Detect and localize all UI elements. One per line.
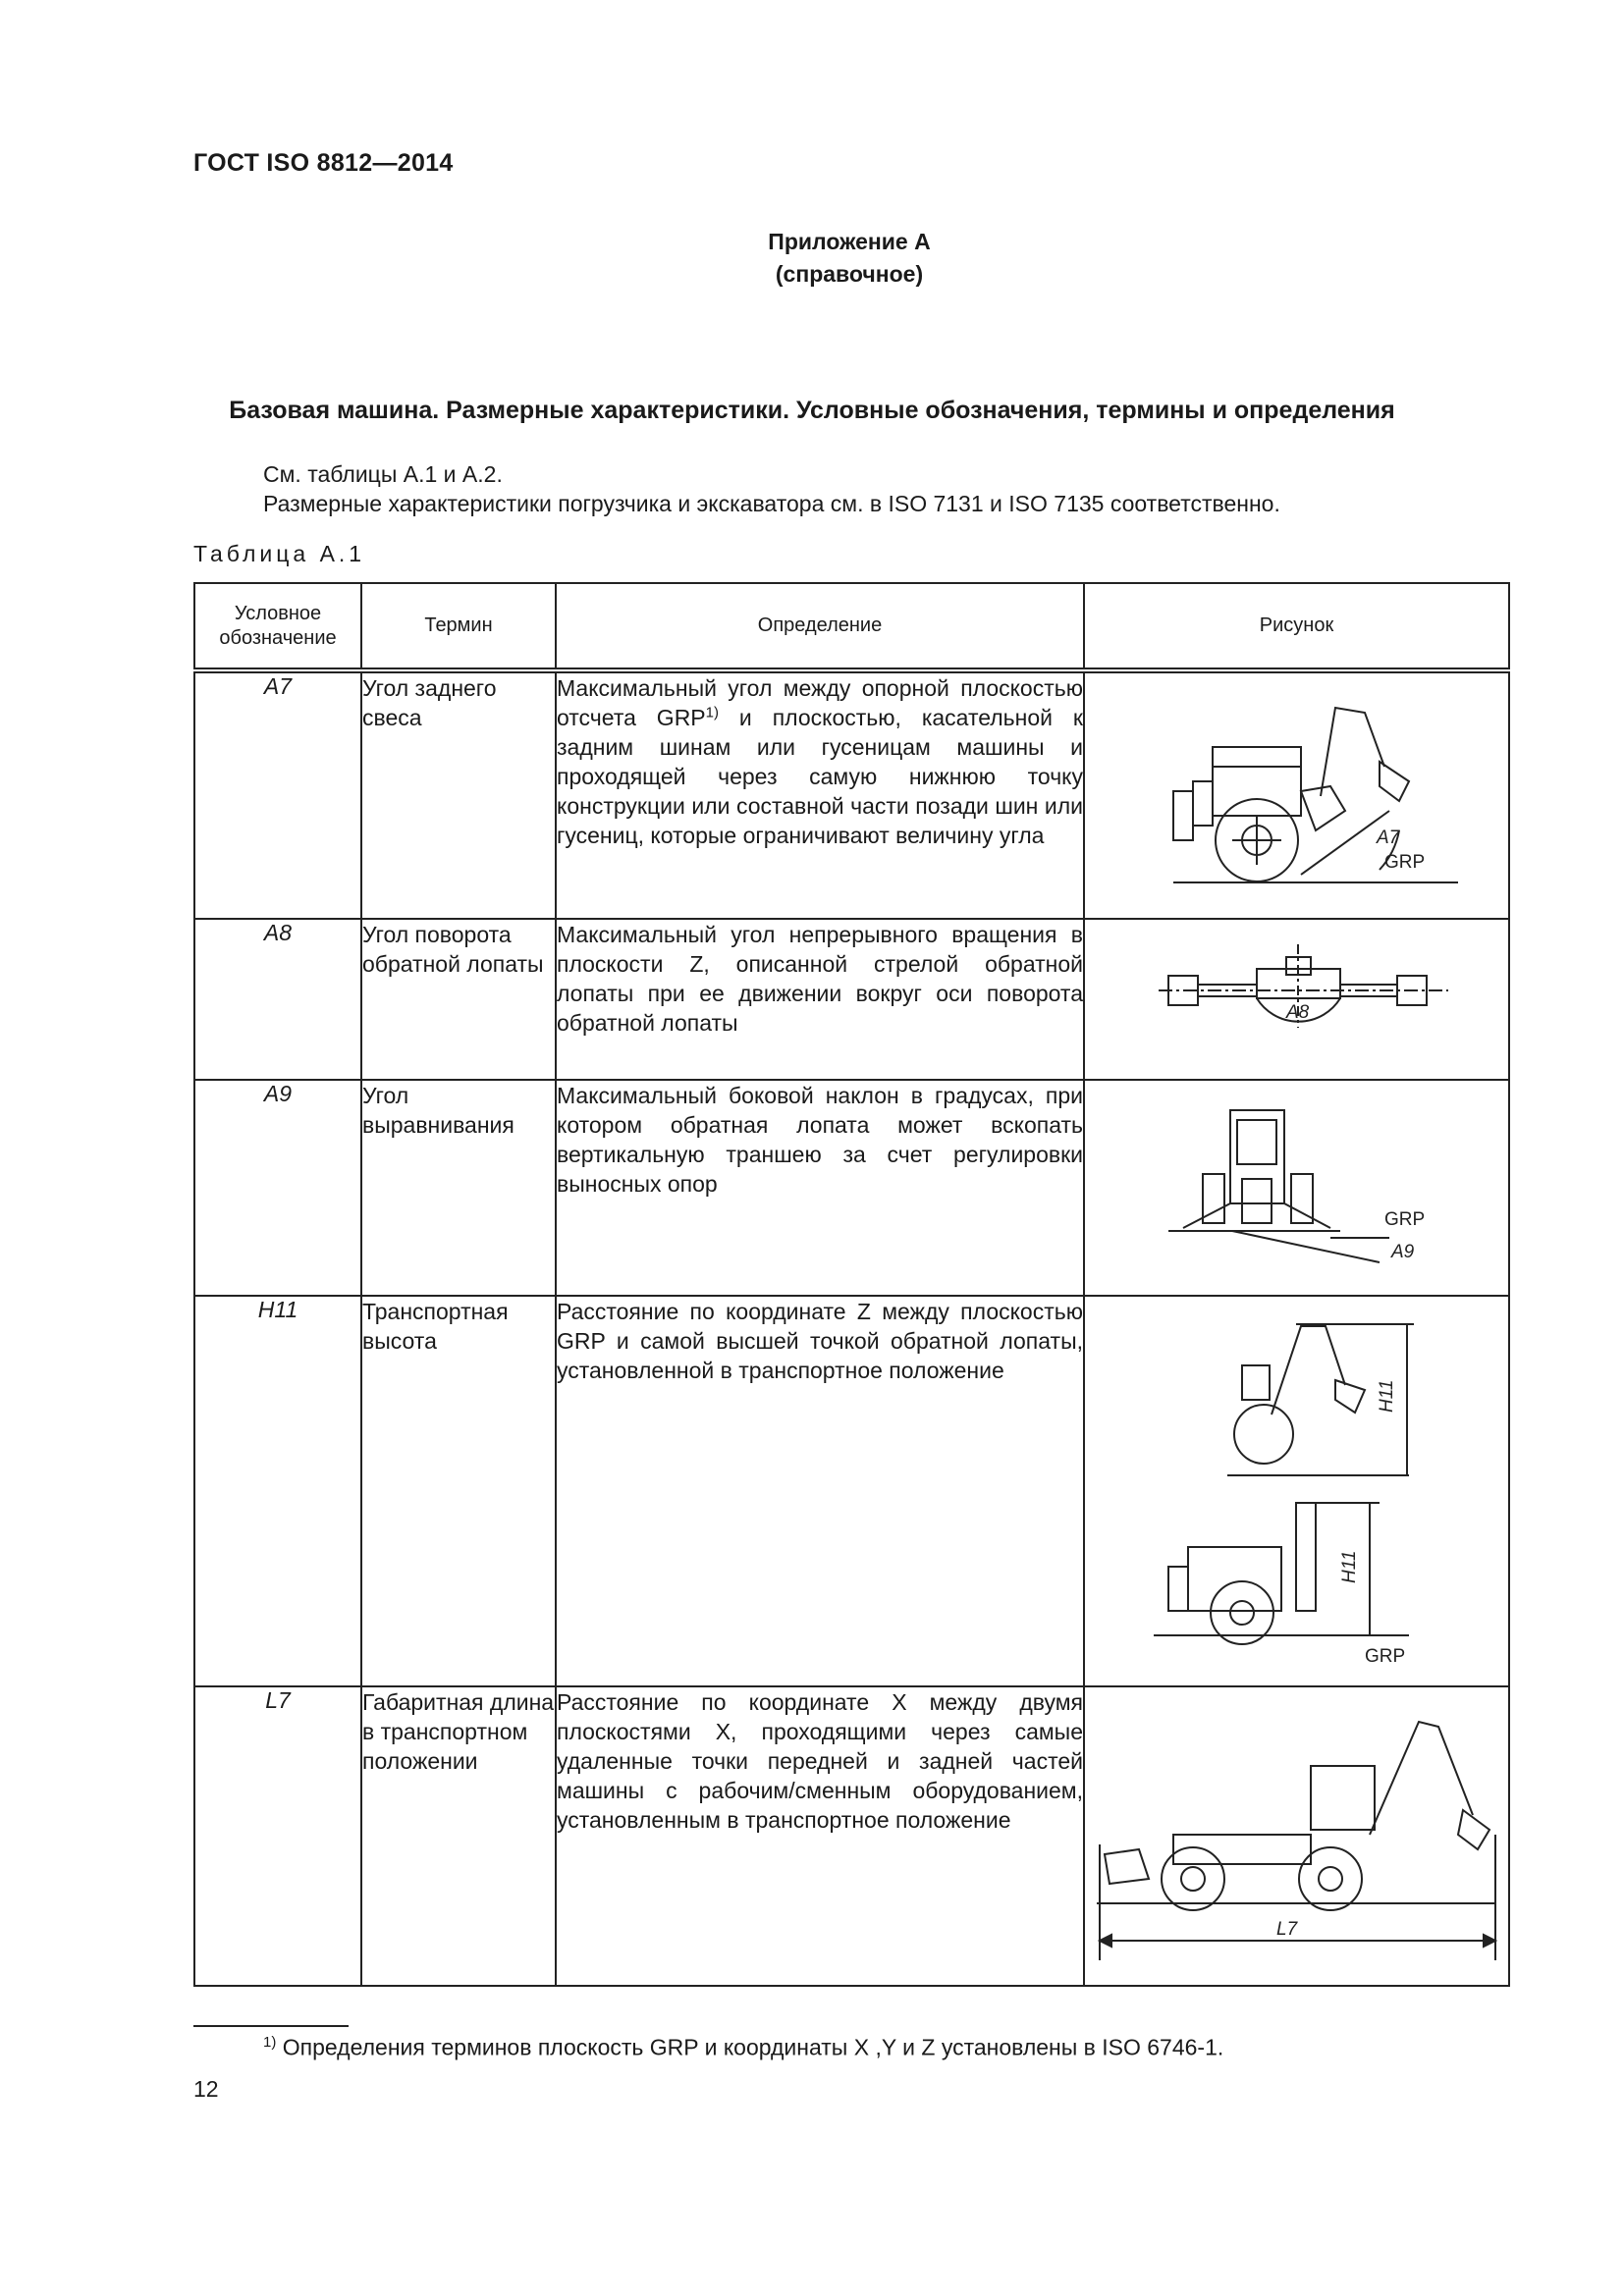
row-figure <box>1084 1296 1509 1686</box>
definition-text: Максимальный угол между опорной плоскостью отсчета GRP <box>557 675 1083 730</box>
annex-title: Приложение А <box>768 229 931 254</box>
fig-label-a9: A9 <box>1391 1242 1415 1262</box>
annex-heading <box>0 226 1624 291</box>
table-row <box>194 919 1509 1080</box>
row-definition <box>556 670 1084 919</box>
table-caption: Таблица А.1 <box>193 541 366 566</box>
section-title: Базовая машина. Размерные характеристики. Условные обозначения, термины и определения <box>229 397 1395 424</box>
table-row <box>194 670 1509 919</box>
backhoe-transport-length-diagram <box>1085 1687 1510 1987</box>
row-symbol: H11 <box>194 1296 361 1686</box>
footnote-marker: 1) <box>263 2034 277 2051</box>
row-definition: Максимальный угол непрерывного вращения в плоскости Z, описанной стрелой обратной лопаты при ее движении вокруг оси поворота обратной лопаты <box>556 919 1084 1080</box>
row-term: Угол выравнивания <box>361 1080 556 1296</box>
definition-text: и плоскостью, касательной к задним шинам или гусеницам машины и проходящей через самую нижнюю точку конструкции или составной части позади шин или гусениц, которые ограничивают величину угла <box>557 705 1083 848</box>
row-figure <box>1084 1080 1509 1296</box>
row-symbol: A7 <box>194 670 361 919</box>
backhoe-leveling-angle-diagram <box>1085 1081 1510 1297</box>
footnote-ref: 1) <box>705 704 719 721</box>
annex-subtitle: (справочное) <box>775 261 924 287</box>
backhoe-rear-overhang-diagram <box>1085 673 1510 922</box>
header-figure: Рисунок <box>1084 583 1509 670</box>
row-term: Транспортная высота <box>361 1296 556 1686</box>
table-row <box>194 1686 1509 1986</box>
footnote <box>263 2034 1223 2061</box>
intro-line-2: Размерные характеристики погрузчика и экскаватора см. в ISO 7131 и ISO 7135 соответственно. <box>263 491 1280 516</box>
row-symbol: L7 <box>194 1686 361 1986</box>
intro-line-1: См. таблицы А.1 и А.2. <box>263 461 503 487</box>
row-figure <box>1084 1686 1509 1986</box>
footnote-divider <box>193 2025 349 2027</box>
header-definition: Определение <box>556 583 1084 670</box>
document-id: ГОСТ ISO 8812—2014 <box>193 149 454 177</box>
table-row <box>194 1296 1509 1686</box>
row-figure <box>1084 670 1509 919</box>
fig-label-grp: GRP <box>1365 1646 1406 1667</box>
definitions-table <box>193 582 1510 1987</box>
footnote-text: Определения терминов плоскость GRP и координаты X ,Y и Z установлены в ISO 6746-1. <box>276 2034 1224 2060</box>
fig-label-grp: GRP <box>1384 852 1426 873</box>
row-figure <box>1084 919 1509 1080</box>
row-term: Угол заднего свеса <box>361 670 556 919</box>
fig-label-grp: GRP <box>1384 1209 1426 1230</box>
fig-label-h11: H11 <box>1339 1550 1360 1583</box>
row-definition: Расстояние по координате Z между плоскостью GRP и самой высшей точкой обратной лопаты, установленной в транспортное положение <box>556 1296 1084 1686</box>
fig-label-l7: L7 <box>1276 1919 1298 1940</box>
page-number: 12 <box>193 2076 219 2102</box>
row-definition: Максимальный боковой наклон в градусах, при котором обратная лопата может вскопать вертикальную траншею за счет регулировки выносных опор <box>556 1080 1084 1296</box>
row-symbol: A8 <box>194 919 361 1080</box>
fig-label-h11: H11 <box>1377 1379 1397 1413</box>
row-term: Габаритная длина в транспортном положении <box>361 1686 556 1986</box>
backhoe-swing-angle-diagram <box>1085 920 1510 1081</box>
row-term: Угол поворота обратной лопаты <box>361 919 556 1080</box>
fig-label-a8: A8 <box>1286 1002 1310 1023</box>
row-definition: Расстояние по координате X между двумя плоскостями X, проходящими через самые удаленные точки передней и задней частей машины с рабочим/сменным оборудованием, установленным в транспортное положение <box>556 1686 1084 1986</box>
row-symbol: A9 <box>194 1080 361 1296</box>
header-term: Термин <box>361 583 556 670</box>
backhoe-transport-height-diagram <box>1085 1297 1510 1687</box>
header-symbol: Условное обозначение <box>194 583 361 670</box>
fig-label-a7: A7 <box>1377 828 1400 848</box>
table-header-row <box>194 583 1509 670</box>
table-row <box>194 1080 1509 1296</box>
